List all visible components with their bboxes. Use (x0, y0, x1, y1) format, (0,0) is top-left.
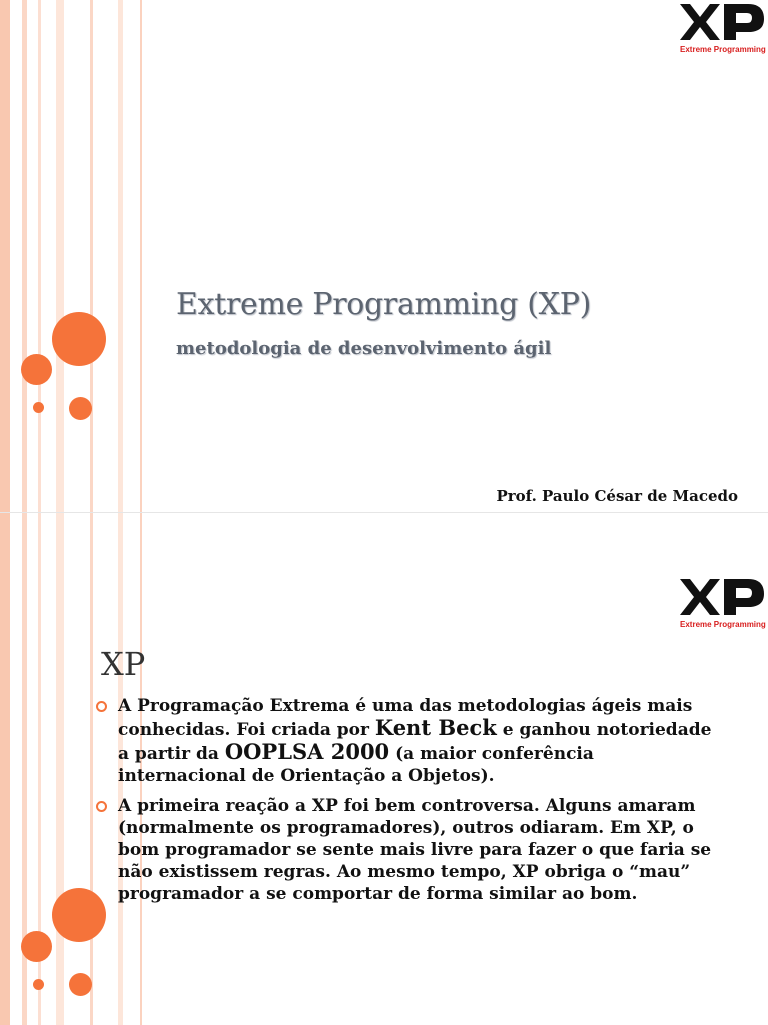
slide-subtitle: metodologia de desenvolvimento ágil (176, 338, 552, 359)
decorative-circle (52, 312, 106, 366)
list-item (96, 695, 716, 787)
decorative-circle (21, 354, 52, 385)
stripe (22, 0, 27, 512)
xp-logo-mark-icon (680, 575, 768, 619)
content-slide (0, 512, 768, 1025)
bullet-text: A primeira reação a XP foi bem controversa. Alguns amaram (normalmente os programadores), outros odiaram. Em XP, o bom programador se sente mais livre para fazer o que faria se não existissem regras. Ao mesmo tempo, XP obriga o “mau” programador a se comportar de forma similar ao bom. (118, 796, 712, 904)
logo-caption: Extreme Programming (680, 45, 766, 54)
bullet-text: A Programação Extrema é uma das metodologias ágeis mais conhecidas. Foi criada por (118, 696, 693, 740)
list-item (96, 795, 716, 905)
stripe (140, 0, 142, 512)
decorative-stripes (0, 0, 150, 512)
decorative-circle (33, 402, 44, 413)
stripe (56, 513, 64, 1025)
decorative-circle (69, 973, 92, 996)
bullet-text: (a maior conferência internacional de Orientação a Objetos). (118, 744, 594, 786)
slide-heading: XP (101, 645, 146, 683)
decorative-circle (21, 931, 52, 962)
decorative-circle (69, 397, 92, 420)
decorative-circle (33, 979, 44, 990)
stripe (90, 0, 93, 512)
slide-title: Extreme Programming (XP) (176, 287, 592, 322)
bullet-highlight: OOPLSA 2000 (224, 739, 390, 764)
stripe (38, 0, 41, 512)
ring-bullet-icon (96, 801, 107, 812)
bullet-text: e ganhou notoriedade a partir da (118, 720, 712, 764)
title-slide (0, 0, 768, 512)
logo-caption: Extreme Programming (680, 620, 766, 629)
stripe (90, 513, 93, 1025)
stripe (118, 0, 123, 512)
xp-logo (680, 575, 768, 629)
stripe (0, 0, 10, 512)
author-name: Prof. Paulo César de Macedo (496, 487, 738, 505)
bullet-list (96, 695, 716, 913)
ring-bullet-icon (96, 701, 107, 712)
xp-logo-mark-icon (680, 0, 768, 44)
stripe (0, 513, 10, 1025)
bullet-highlight: Kent Beck (374, 715, 497, 740)
stripe (56, 0, 64, 512)
xp-logo (680, 0, 768, 54)
